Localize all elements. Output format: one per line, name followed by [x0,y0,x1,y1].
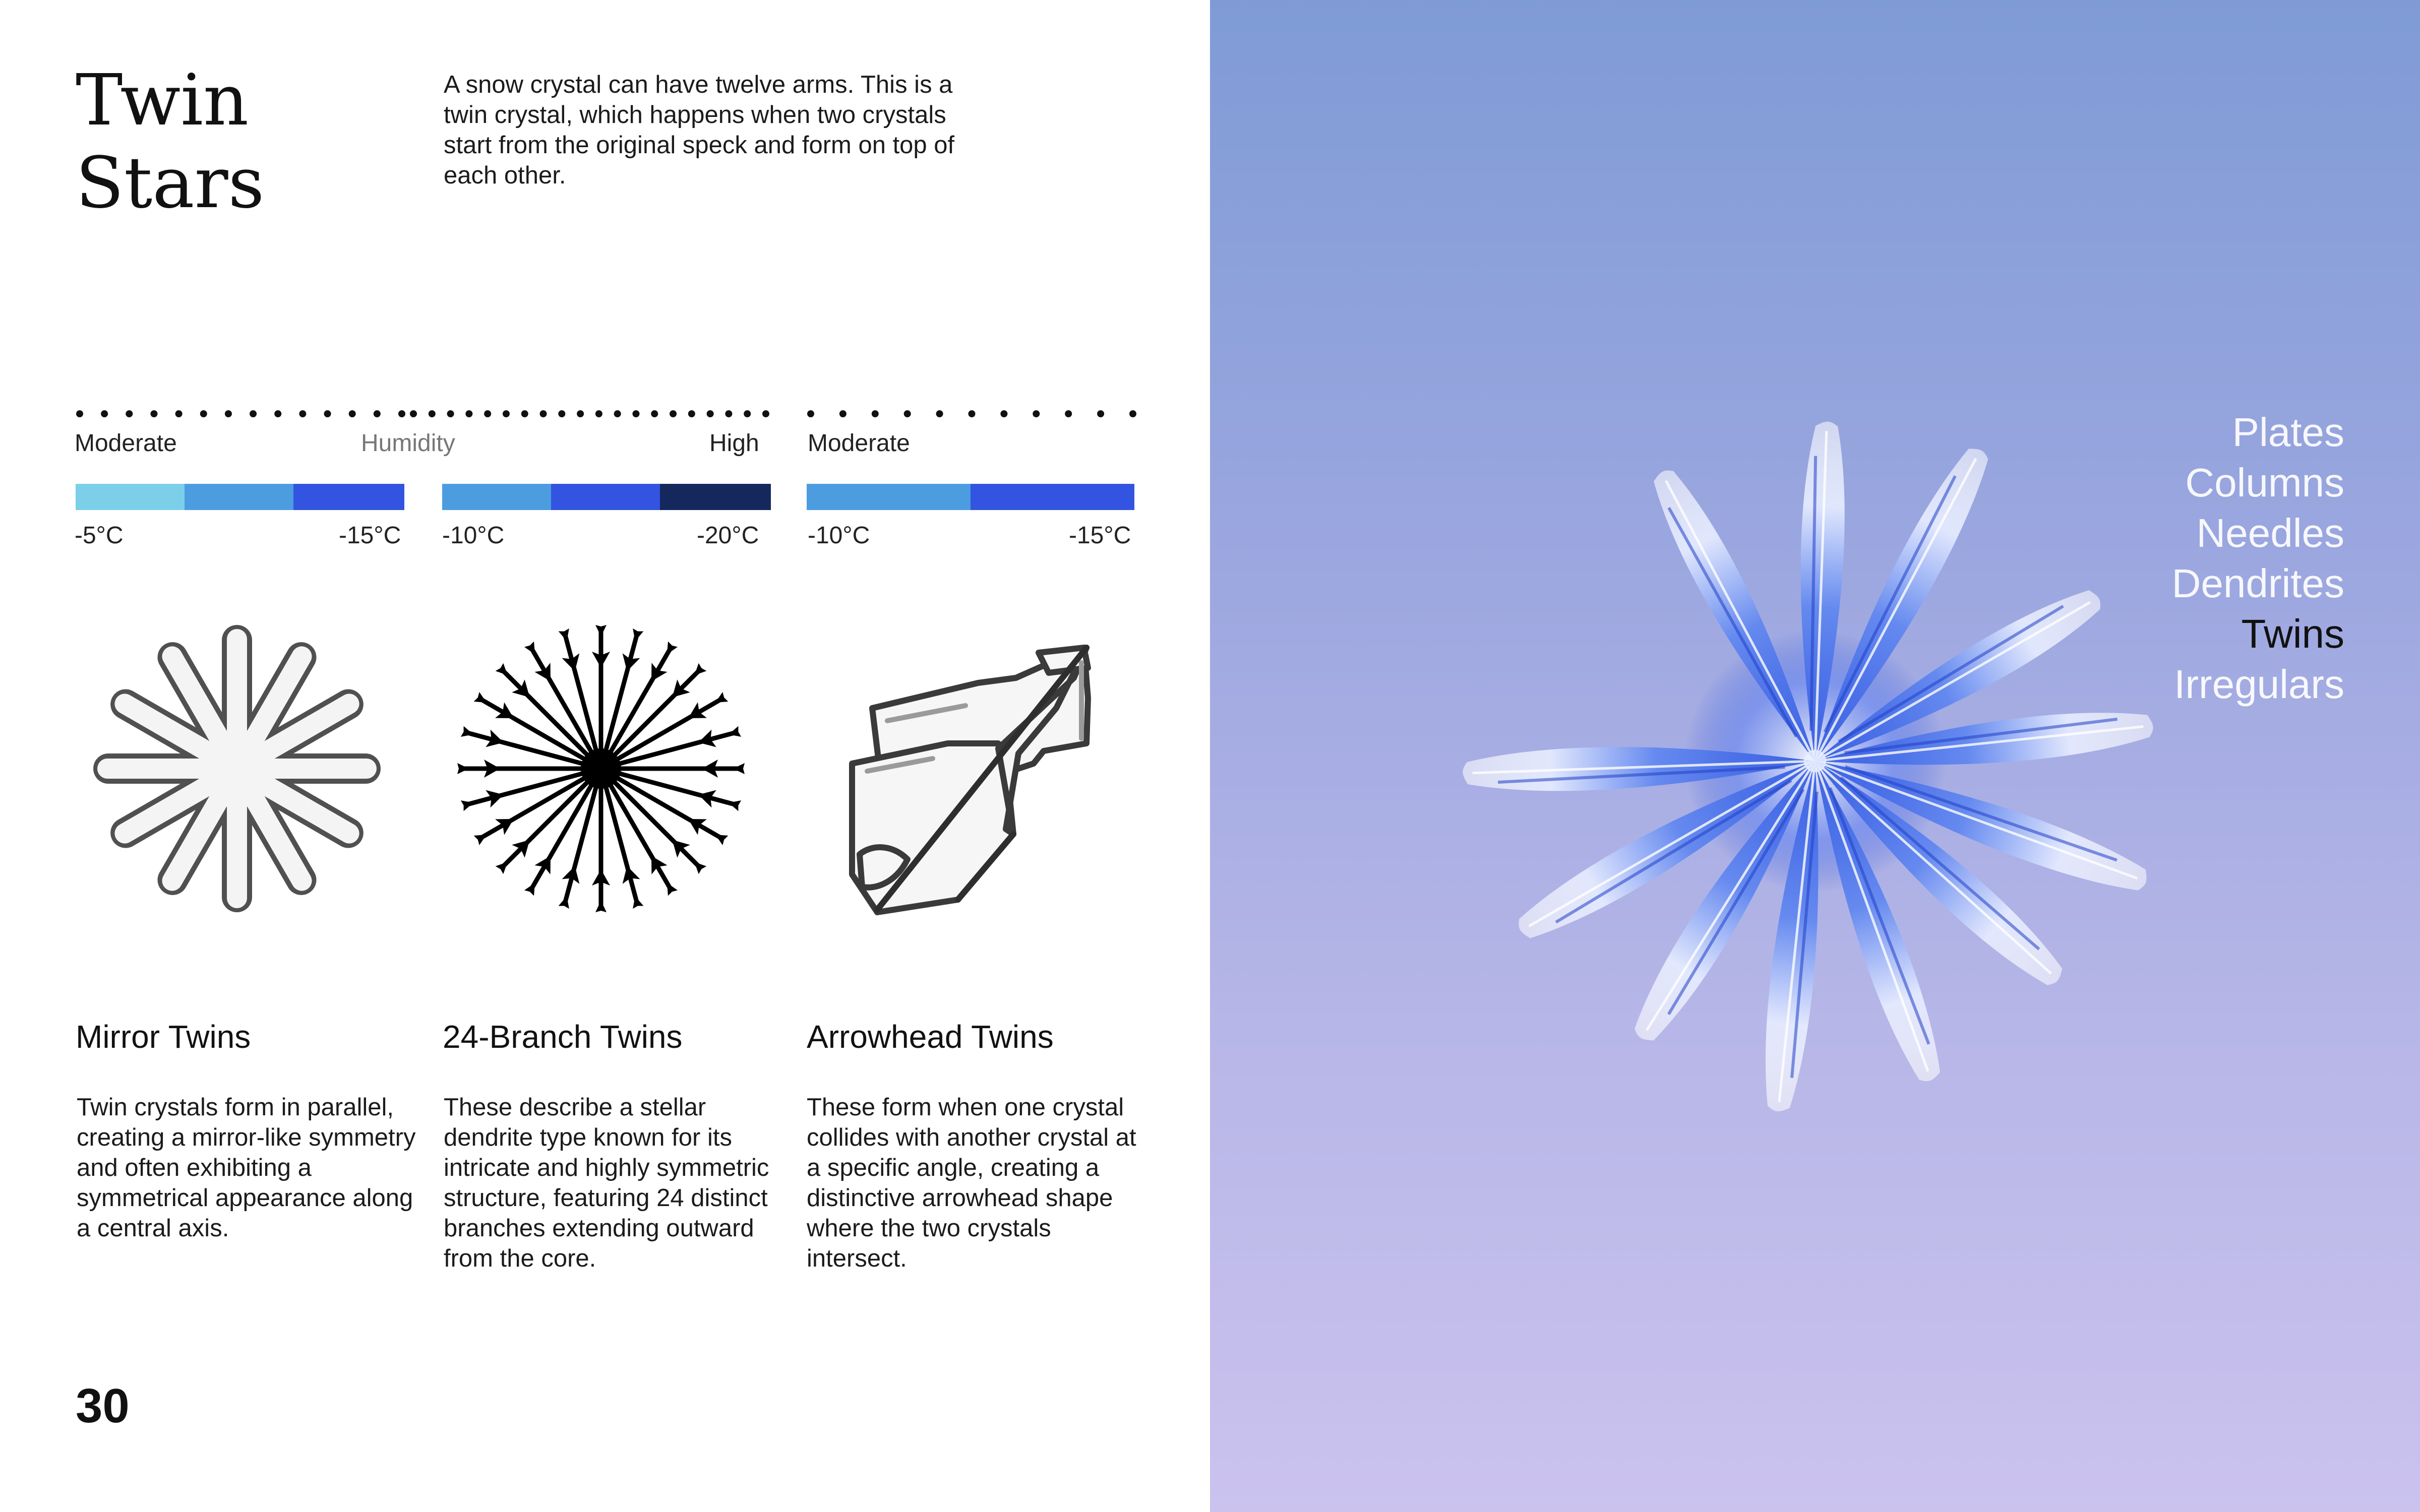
temperature-bar-1 [76,484,404,510]
nav-item-irregulars[interactable]: Irregulars [2174,662,2344,707]
bar-segment-mid-blue [185,484,293,510]
bar-segment-mid-blue [807,484,971,510]
page-title-line-1: Twin [76,59,249,142]
temp-from-3: -10°C [808,522,870,549]
intro-text: A snow crystal can have twelve arms. This is a twin crystal, which happens when two crystals start from the original speck and form on top of each other. [444,71,955,189]
crystal-description-arrowhead: These form when one crystal collides with another crystal at a specific angle, creating a distinctive arrowhead shape where the two crystals intersect. [807,1094,1136,1272]
crystal-type-nav [2172,407,2344,710]
crystal-heading-mirror: Mirror Twins [76,1019,251,1055]
bar-segment-navy [660,484,771,510]
temperature-bar-3 [807,484,1134,510]
crystal-heading-arrowhead: Arrowhead Twins [807,1019,1054,1055]
nav-item-columns[interactable]: Columns [2185,460,2344,505]
bar-segment-royal-blue [551,484,660,510]
24-branch-twin-icon [450,617,752,920]
nav-item-needles[interactable]: Needles [2196,511,2344,555]
temp-to-2: -20°C [697,522,759,549]
page-number: 30 [76,1379,130,1433]
humidity-dots-2 [409,409,770,418]
temp-from-1: -5°C [75,522,124,549]
arrowhead-twin-icon [832,617,1134,920]
snowflake-photo [1210,0,2420,1512]
page-title-line-2: Stars [76,142,265,224]
crystal-heading-24-branch: 24-Branch Twins [443,1019,683,1055]
crystal-description-mirror: Twin crystals form in parallel, creating a mirror-like symmetry and often exhibiting a symmetrical appearance along a central axis. [77,1094,416,1242]
bar-segment-royal-blue [971,484,1134,510]
humidity-label-moderate-2: Moderate [808,430,910,457]
mirror-twin-icon [86,617,388,920]
bar-segment-royal-blue [293,484,404,510]
temp-from-2: -10°C [442,522,505,549]
temp-to-1: -15°C [339,522,401,549]
crystal-description-24-branch: These describe a stellar dendrite type known for its intricate and highly symmetric structure, featuring 24 distinct branches extending outward from the core. [444,1094,769,1272]
nav-item-twins[interactable]: Twins [2241,611,2344,656]
temp-to-3: -15°C [1069,522,1131,549]
humidity-dots-1 [76,409,406,418]
humidity-label-high: High [709,430,759,457]
temperature-bar-2 [442,484,771,510]
nav-item-dendrites[interactable]: Dendrites [2171,561,2344,606]
page-title [76,59,264,225]
bar-segment-light-blue [76,484,185,510]
humidity-label-moderate: Moderate [75,430,177,457]
humidity-label: Humidity [361,430,455,457]
bar-segment-mid-blue [442,484,551,510]
humidity-dots-3 [807,409,1137,418]
right-page-photo [1210,0,2420,1512]
nav-item-plates[interactable]: Plates [2232,410,2344,455]
